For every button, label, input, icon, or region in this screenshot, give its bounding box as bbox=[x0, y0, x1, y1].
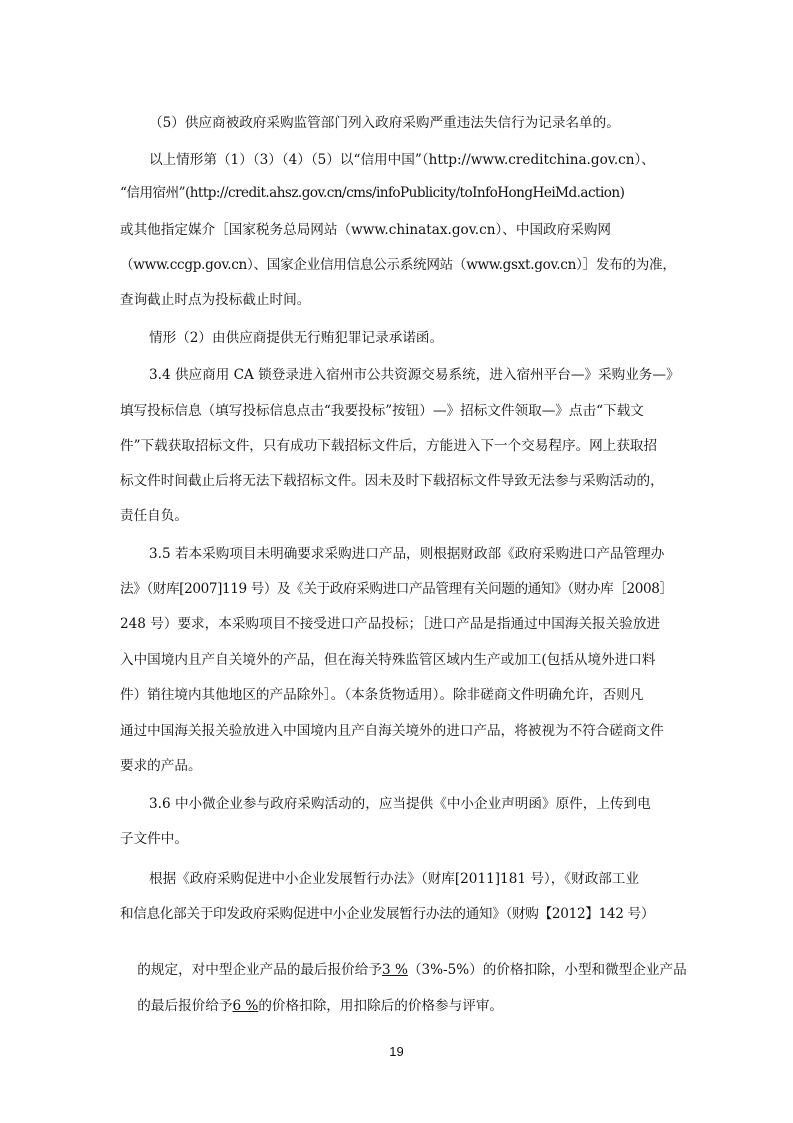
paragraph-line: 3.4 供应商用 CA 锁登录进入宿州市公共资源交易系统，进入宿州平台—》采购业务—》 bbox=[149, 367, 680, 383]
paragraph-line: “信用宿州”(http://credit.ahsz.gov.cn/cms/infoPublicity/toInfoHongHeiMd.action) bbox=[120, 185, 625, 201]
paragraph-line: 情形（2）由供应商提供无行贿犯罪记录承诺函。 bbox=[149, 330, 444, 346]
paragraph-line: 通过中国海关报关验放进入中国境内且产自海关境外的进口产品，将被视为不符合磋商文件 bbox=[120, 723, 664, 739]
inline-text: 的规定，对中型企业产品的最后报价给予 bbox=[137, 962, 382, 978]
paragraph-line: （5）供应商被政府采购监管部门列入政府采购严重违法失信行为记录名单的。 bbox=[149, 115, 620, 131]
paragraph-line: 件）销往境内其他地区的产品除外］。（本条货物适用）。除非磋商文件明确允许，否则凡 bbox=[120, 687, 644, 703]
medium-enterprise-discount-value: 3 % bbox=[381, 962, 408, 978]
page-number: 19 bbox=[389, 1044, 404, 1059]
paragraph-line: 和信息化部关于印发政府采购促进中小企业发展暂行办法的通知》（财购【2012】142 号） bbox=[120, 906, 655, 922]
paragraph-line: 子文件中。 bbox=[120, 831, 188, 847]
paragraph-line bbox=[120, 976, 793, 1036]
paragraph-line: 或其他指定媒介［国家税务总局网站（www.chinatax.gov.cn）、中国政府采购网 bbox=[120, 222, 612, 238]
paragraph-line: 法》（财库[2007]119 号）及《关于政府采购进口产品管理有关问题的通知》（财办库［2008］ bbox=[120, 581, 673, 597]
paragraph-line: 根据《政府采购促进中小企业发展暂行办法》（财库[2011]181 号），《财政部工业 bbox=[149, 871, 640, 887]
paragraph-line: （www.ccgp.gov.cn）、国家企业信用信息公示系统网站（www.gsxt.gov.cn）］发布的为准， bbox=[120, 257, 676, 273]
paragraph-line: 以上情形第（1）（3）（4）（5）以“信用中国”（http://www.creditchina.gov.cn）、 bbox=[149, 152, 655, 168]
paragraph-line: 责任自负。 bbox=[120, 508, 188, 524]
paragraph-line: 248 号）要求，本采购项目不接受进口产品投标；［进口产品是指通过中国海关报关验放进 bbox=[120, 616, 661, 632]
paragraph-line: 件”下载获取招标文件，只有成功下载招标文件后，方能进入下一个交易程序。网上获取招 bbox=[120, 438, 658, 454]
paragraph-line: 标文件时间截止后将无法下载招标文件。因未及时下载招标文件导致无法参与采购活动的， bbox=[120, 473, 664, 489]
inline-text: 的价格扣除，用扣除后的价格参与评审。 bbox=[258, 998, 504, 1014]
paragraph-line: 3.6 中小微企业参与政府采购活动的，应当提供《中小企业声明函》原件，上传到电 bbox=[149, 796, 651, 812]
paragraph-line: 查询截止时点为投标截止时间。 bbox=[120, 292, 311, 308]
paragraph-line: 入中国境内且产自关境外的产品，但在海关特殊监管区域内生产或加工(包括从境外进口料 bbox=[120, 652, 656, 668]
inline-text: 的最后报价给予 bbox=[137, 998, 233, 1014]
paragraph-line: 要求的产品。 bbox=[120, 758, 202, 774]
inline-text: （3%-5%）的价格扣除，小型和微型企业产品 bbox=[407, 962, 687, 978]
paragraph-line: 3.5 若本采购项目未明确要求采购进口产品，则根据财政部《政府采购进口产品管理办 bbox=[149, 546, 665, 562]
paragraph-line: 填写投标信息（填写投标信息点击“我要投标”按钮）—》招标文件领取—》点击“下载文 bbox=[120, 403, 644, 419]
small-enterprise-discount-value: 6 % bbox=[232, 998, 259, 1014]
